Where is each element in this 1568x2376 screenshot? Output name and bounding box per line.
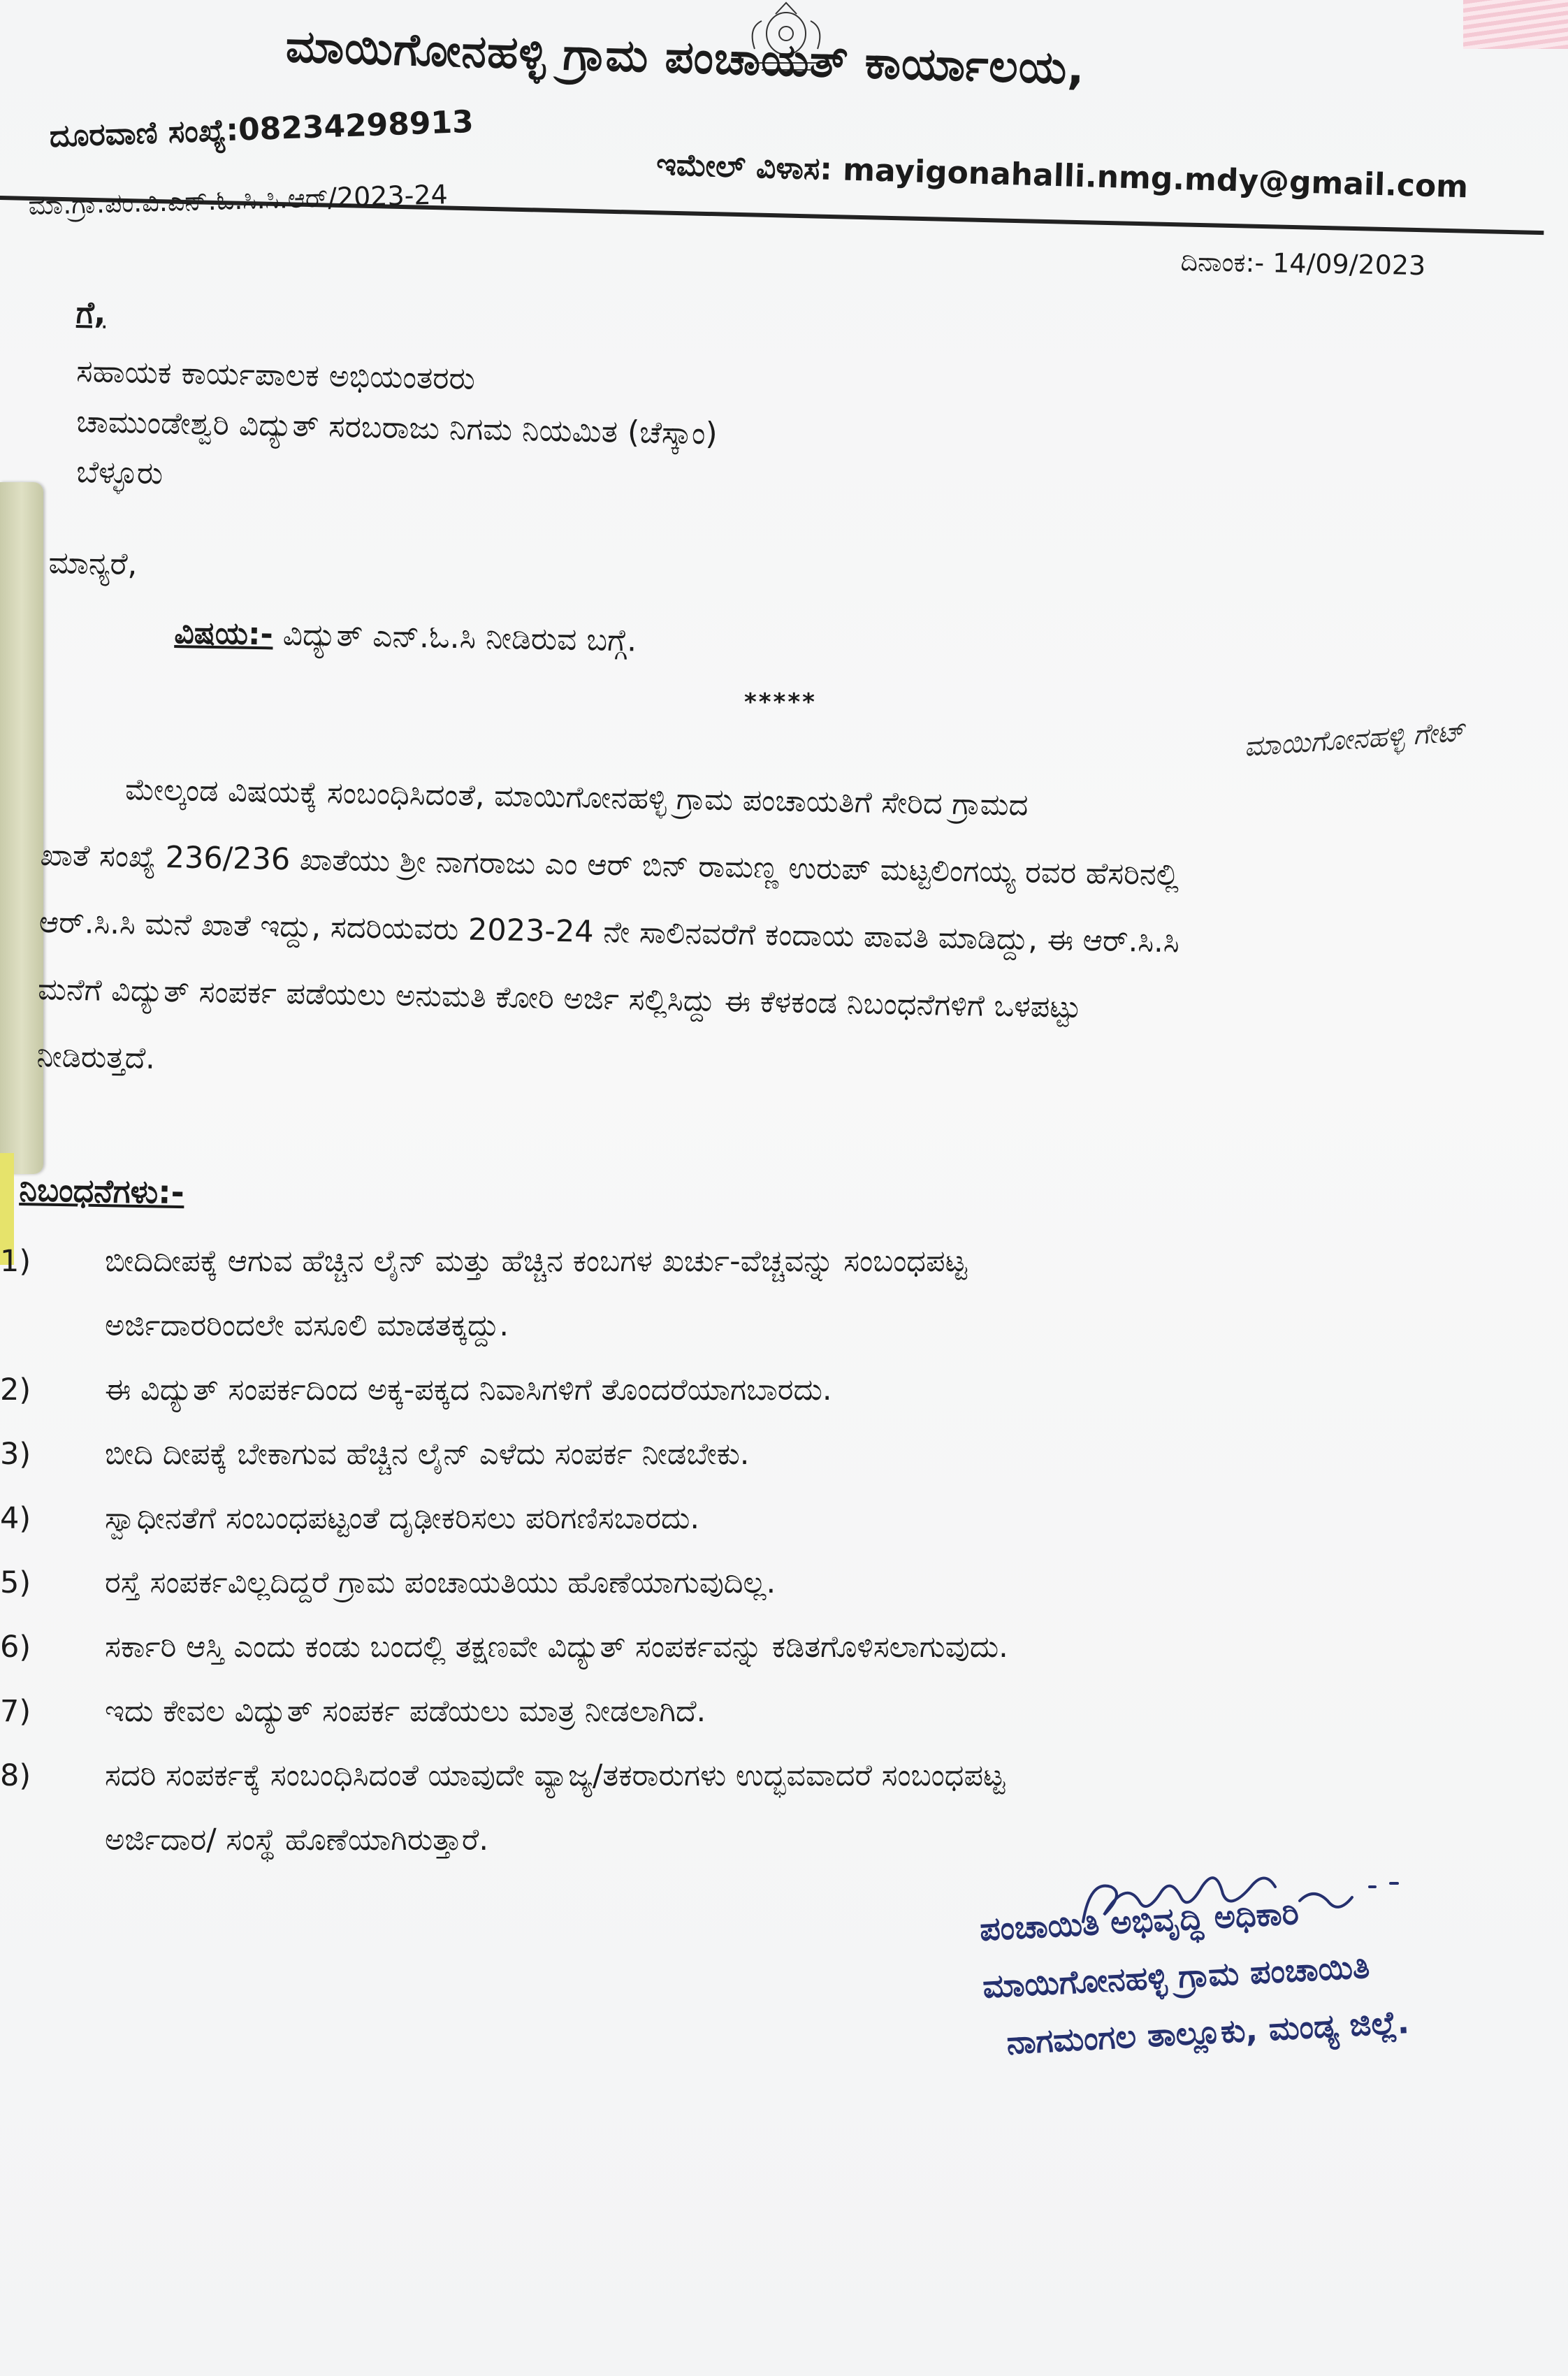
- body-line: ಮನೆಗೆ ವಿದ್ಯುತ್ ಸಂಪರ್ಕ ಪಡೆಯಲು ಅನುಮತಿ ಕೋರಿ ಅರ್ಜಿ ಸಲ್ಲಿಸಿದ್ದು ಈ ಕೆಳಕಂಡ ನಿಬಂಧನೆಗಳಿಗೆ ಒಳಪಟ್ಟು: [37, 971, 1082, 1026]
- condition-text: ಸರ್ಕಾರಿ ಆಸ್ತಿ ಎಂದು ಕಂಡು ಬಂದಲ್ಲಿ ತಕ್ಷಣವೇ ವಿದ್ಯುತ್ ಸಂಪರ್ಕವನ್ನು ಕಡಿತಗೊಳಿಸಲಾಗುವುದು.: [105, 1630, 1008, 1665]
- handwritten-note: ಮಾಯಿಗೋನಹಳ್ಳಿ ಗೇಟ್: [1242, 716, 1466, 763]
- condition-number: 5): [0, 1565, 31, 1600]
- condition-number: 7): [0, 1694, 31, 1729]
- seal-line: ನಾಗಮಂಗಲ ತಾಲ್ಲೂಕು, ಮಂಡ್ಯ ಜಿಲ್ಲೆ.: [1006, 2002, 1411, 2062]
- condition-number: 8): [0, 1758, 31, 1793]
- subject-text: ವಿದ್ಯುತ್ ಎನ್.ಓ.ಸಿ ನೀಡಿರುವ ಬಗ್ಗೆ.: [282, 616, 637, 659]
- signature-seal: [978, 1878, 1411, 2072]
- phone-number: ದೂರವಾಣಿ ಸಂಖ್ಯೆ:08234298913: [49, 103, 474, 154]
- reference-number: ಮಾ.ಗ್ರಾ.ಪಂ.ವಿ.ಎನ್.ಓ.ಸಿ.ಸಿ.ಆರ್/2023-24: [28, 179, 449, 221]
- condition-text: ಬೀದಿದೀಪಕ್ಕೆ ಆಗುವ ಹೆಚ್ಚಿನ ಲೈನ್ ಮತ್ತು ಹೆಚ್ಚಿನ ಕಂಬಗಳ ಖರ್ಚು-ವೆಚ್ಚವನ್ನು ಸಂಬಂಧಪಟ್ಟ: [105, 1244, 967, 1279]
- body-paragraph: [36, 755, 1439, 1115]
- condition-text: ರಸ್ತೆ ಸಂಪರ್ಕವಿಲ್ಲದಿದ್ದರೆ ಗ್ರಾಮ ಪಂಚಾಯತಿಯು ಹೊಣೆಯಾಗುವುದಿಲ್ಲ.: [105, 1565, 776, 1600]
- condition-item: [0, 1758, 1467, 1823]
- condition-item: [0, 1565, 1467, 1630]
- subject-label: ವಿಷಯ:-: [174, 615, 274, 653]
- condition-number: 4): [0, 1501, 31, 1536]
- condition-text: ಬೀದಿ ದೀಪಕ್ಕೆ ಬೇಕಾಗುವ ಹೆಚ್ಚಿನ ಲೈನ್ ಎಳೆದು ಸಂಪರ್ಕ ನೀಡಬೇಕು.: [105, 1437, 750, 1472]
- body-line: ಖಾತೆ ಸಂಖ್ಯೆ 236/236 ಖಾತೆಯು ಶ್ರೀ ನಾಗರಾಜು ಎಂ ಆರ್ ಬಿನ್ ರಾಮಣ್ಣ ಉರುಪ್ ಮಟ್ಟಲಿಂಗಯ್ಯ ರವರ ಹೆಸರಿನಲ್ಲಿ: [40, 837, 1179, 893]
- condition-number: 2): [0, 1372, 31, 1407]
- condition-text: ಸ್ವಾಧೀನತೆಗೆ ಸಂಬಂಧಪಟ್ಟಂತೆ ದೃಢೀಕರಿಸಲು ಪರಿಗಣಿಸಬಾರದು.: [105, 1501, 700, 1536]
- condition-item: [0, 1372, 1467, 1437]
- subject-line: [174, 615, 637, 659]
- envelope-edge: [1463, 0, 1568, 49]
- condition-item: [0, 1244, 1467, 1308]
- condition-number: 1): [0, 1244, 31, 1279]
- condition-item: [0, 1694, 1467, 1758]
- recipient-line: ಚಾಮುಂಡೇಶ್ವರಿ ವಿದ್ಯುತ್ ಸರಬರಾಜು ನಿಗಮ ನಿಯಮಿತ (ಚೆಸ್ಕಾಂ): [75, 403, 718, 452]
- condition-text: ಈ ವಿದ್ಯುತ್ ಸಂಪರ್ಕದಿಂದ ಅಕ್ಕ-ಪಕ್ಕದ ನಿವಾಸಿಗಳಿಗೆ ತೊಂದರೆಯಾಗಬಾರದು.: [105, 1372, 832, 1407]
- seal-line: ಪಂಚಾಯಿತಿ ಅಭಿವೃದ್ಧಿ ಅಧಿಕಾರಿ: [978, 1894, 1300, 1948]
- letterhead-title: ಮಾಯಿಗೋನಹಳ್ಳಿ ಗ್ರಾಮ ಪಂಚಾಯತ್ ಕಾರ್ಯಾಲಯ,: [284, 21, 1086, 95]
- conditions-title: ನಿಬಂಧನೆಗಳು:-: [19, 1171, 185, 1212]
- recipient-line: ಸಹಾಯಕ ಕಾರ್ಯಪಾಲಕ ಅಭಿಯಂತರರು: [75, 353, 476, 397]
- condition-item: [0, 1437, 1467, 1501]
- seal-line: ಮಾಯಿಗೋನಹಳ್ಳಿ ಗ್ರಾಮ ಪಂಚಾಯಿತಿ: [982, 1947, 1371, 2006]
- condition-number: 6): [0, 1630, 31, 1665]
- email-address[interactable]: ಇಮೇಲ್ ವಿಳಾಸ: mayigonahalli.nmg.mdy@gmail.com: [655, 147, 1469, 205]
- body-line: ಆರ್.ಸಿ.ಸಿ ಮನೆ ಖಾತೆ ಇದ್ದು, ಸದರಿಯವರು 2023-24 ನೇ ಸಾಲಿನವರೆಗೆ ಕಂದಾಯ ಪಾವತಿ ಮಾಡಿದ್ದು, ಈ ಆರ್.ಸಿ.ಸಿ: [38, 904, 1180, 960]
- conditions-list: [0, 1244, 1467, 1887]
- recipient-address: [77, 280, 718, 498]
- condition-text: ಅರ್ಜಿದಾರರಿಂದಲೇ ವಸೂಲಿ ಮಾಡತಕ್ಕದ್ದು.: [105, 1308, 509, 1343]
- body-line: ಮೇಲ್ಕಂಡ ವಿಷಯಕ್ಕೆ ಸಂಬಂಧಿಸಿದಂತೆ, ಮಾಯಿಗೋನಹಳ್ಳಿ ಗ್ರಾಮ ಪಂಚಾಯತಿಗೆ ಸೇರಿದ ಗ್ರಾಮದ: [124, 772, 1029, 823]
- condition-text: ಅರ್ಜಿದಾರ/ ಸಂಸ್ಥೆ ಹೊಣೆಯಾಗಿರುತ್ತಾರೆ.: [105, 1823, 489, 1857]
- condition-item: [0, 1501, 1467, 1565]
- condition-number: 3): [0, 1437, 31, 1472]
- condition-text: ಸದರಿ ಸಂಪರ್ಕಕ್ಕೆ ಸಂಬಂಧಿಸಿದಂತೆ ಯಾವುದೇ ವ್ಯಾಜ್ಯ/ತಕರಾರುಗಳು ಉದ್ಭವವಾದರೆ ಸಂಬಂಧಪಟ್ಟ: [105, 1758, 1006, 1793]
- condition-continuation: [0, 1308, 1467, 1372]
- condition-item: [0, 1630, 1467, 1694]
- condition-text: ಇದು ಕೇವಲ ವಿದ್ಯುತ್ ಸಂಪರ್ಕ ಪಡೆಯಲು ಮಾತ್ರ ನೀಡಲಾಗಿದೆ.: [105, 1694, 706, 1729]
- recipient-line: ಬೆಳ್ಳೂರು: [75, 454, 164, 492]
- separator-stars: *****: [744, 688, 817, 716]
- to-label: ಗೆ,: [75, 294, 106, 331]
- salutation: ಮಾನ್ಯರೆ,: [48, 545, 138, 583]
- letter-date: ದಿನಾಂಕ:- 14/09/2023: [1180, 246, 1426, 282]
- body-line: ನೀಡಿರುತ್ತದೆ.: [36, 1038, 156, 1076]
